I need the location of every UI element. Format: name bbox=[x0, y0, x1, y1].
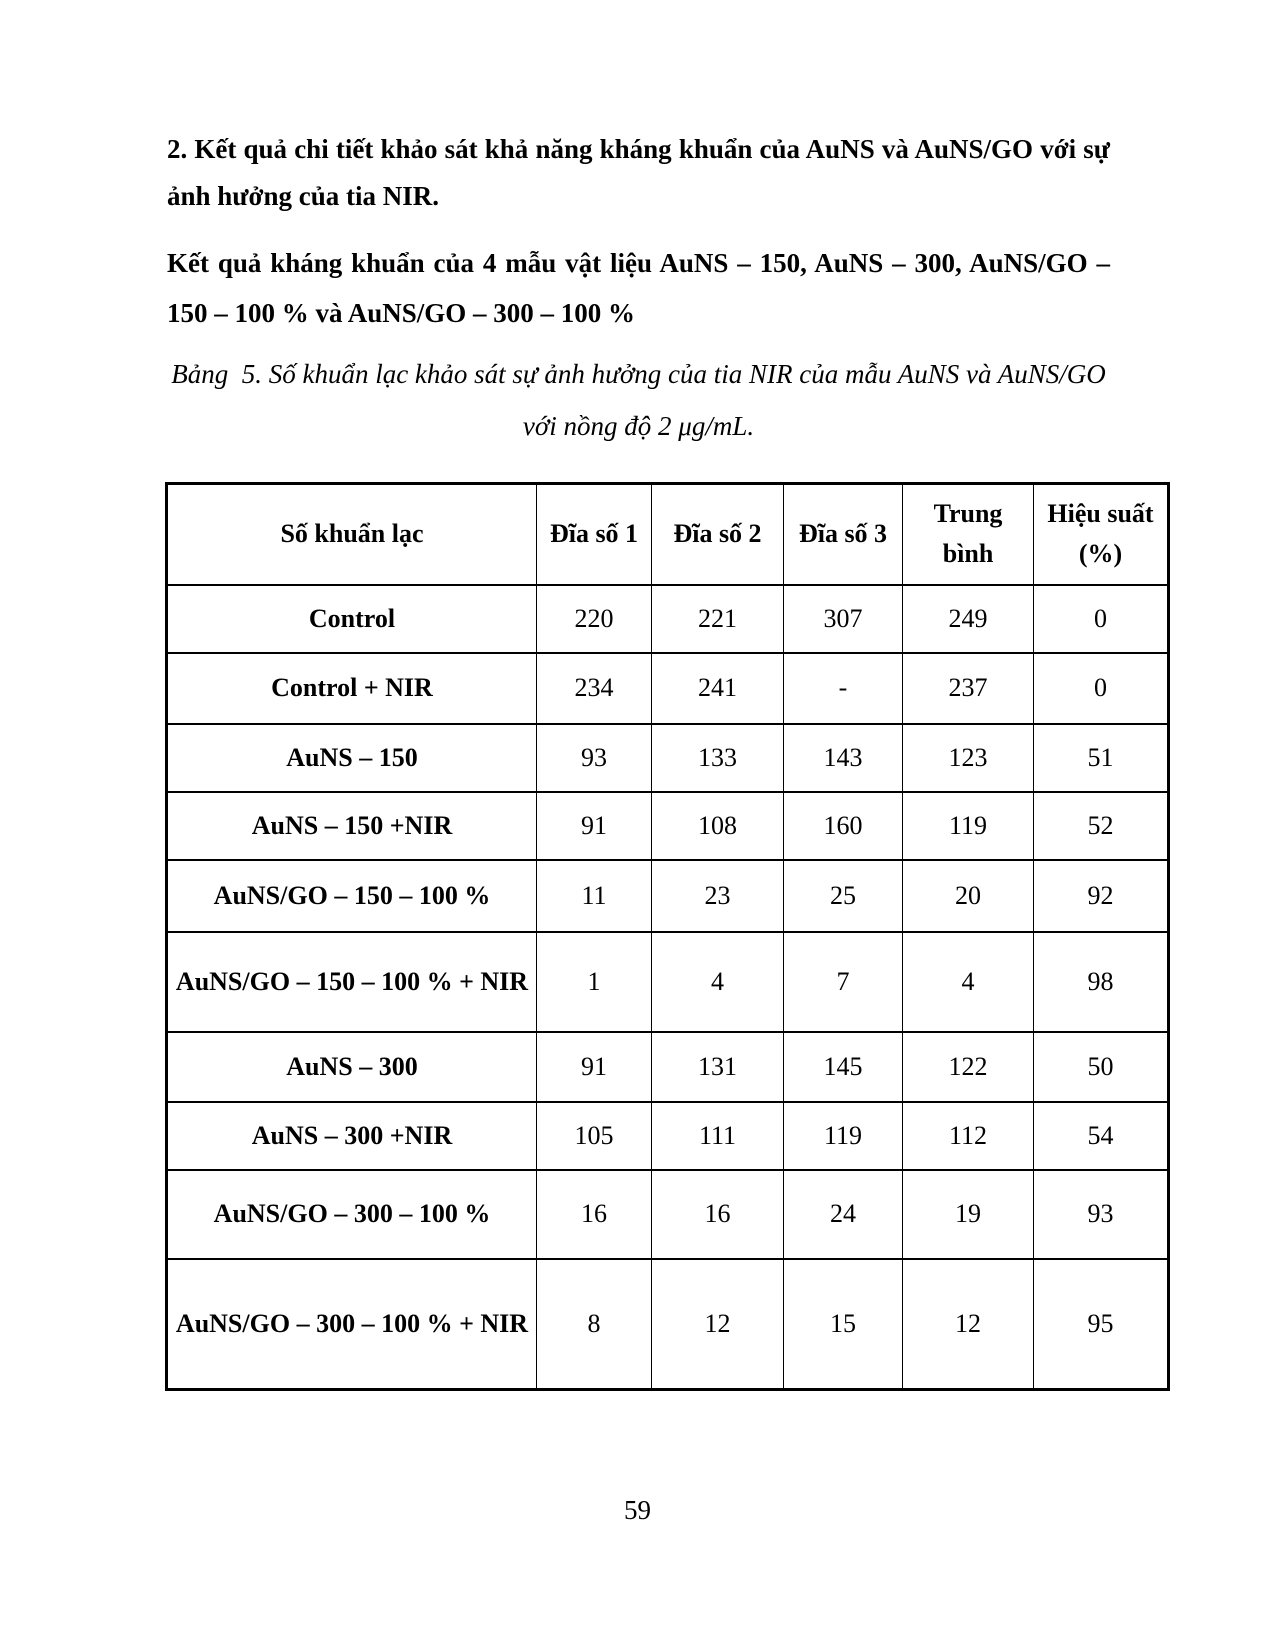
data-cell: 16 bbox=[537, 1170, 652, 1259]
row-label: Control bbox=[167, 585, 537, 653]
data-cell: 98 bbox=[1034, 932, 1169, 1032]
table-row-auns-150-nir bbox=[167, 792, 1169, 860]
data-cell: 4 bbox=[652, 932, 784, 1032]
data-cell: 145 bbox=[784, 1032, 903, 1102]
column-header-trung-binh: Trung bình bbox=[903, 484, 1034, 585]
page-number: 59 bbox=[624, 1495, 651, 1525]
column-header-hieu-suat: Hiệu suất (%) bbox=[1034, 484, 1169, 585]
row-label: AuNS/GO – 150 – 100 % bbox=[167, 860, 537, 932]
data-cell: 131 bbox=[652, 1032, 784, 1102]
row-label: AuNS – 300 +NIR bbox=[167, 1102, 537, 1170]
table-row-auns-150 bbox=[167, 724, 1169, 792]
data-cell: 249 bbox=[903, 585, 1034, 653]
data-cell: 143 bbox=[784, 724, 903, 792]
data-cell: 16 bbox=[652, 1170, 784, 1259]
row-label: AuNS – 300 bbox=[167, 1032, 537, 1102]
data-cell: 220 bbox=[537, 585, 652, 653]
column-header-dia-so-1: Đĩa số 1 bbox=[537, 484, 652, 585]
data-cell: 7 bbox=[784, 932, 903, 1032]
colony-count-table bbox=[165, 482, 1170, 1391]
table-row-control-nir bbox=[167, 653, 1169, 724]
table-row-aunsgo-150-100 bbox=[167, 860, 1169, 932]
table-row-aunsgo-300-100-nir bbox=[167, 1259, 1169, 1390]
column-header-dia-so-2: Đĩa số 2 bbox=[652, 484, 784, 585]
row-label: AuNS – 150 +NIR bbox=[167, 792, 537, 860]
row-label: AuNS/GO – 300 – 100 % bbox=[167, 1170, 537, 1259]
data-cell: 12 bbox=[652, 1259, 784, 1390]
data-cell: 50 bbox=[1034, 1032, 1169, 1102]
data-cell: 221 bbox=[652, 585, 784, 653]
data-cell: 52 bbox=[1034, 792, 1169, 860]
row-label: AuNS/GO – 150 – 100 % + NIR bbox=[167, 932, 537, 1032]
row-label: AuNS/GO – 300 – 100 % + NIR bbox=[167, 1259, 537, 1390]
data-cell: 95 bbox=[1034, 1259, 1169, 1390]
data-cell: 91 bbox=[537, 792, 652, 860]
data-cell: 11 bbox=[537, 860, 652, 932]
data-cell: 93 bbox=[1034, 1170, 1169, 1259]
data-cell: 112 bbox=[903, 1102, 1034, 1170]
data-cell: 15 bbox=[784, 1259, 903, 1390]
data-cell: 93 bbox=[537, 724, 652, 792]
data-cell: 119 bbox=[784, 1102, 903, 1170]
data-cell: 51 bbox=[1034, 724, 1169, 792]
data-cell: 105 bbox=[537, 1102, 652, 1170]
column-header-so-khuan-lac: Số khuẩn lạc bbox=[167, 484, 537, 585]
data-cell: 25 bbox=[784, 860, 903, 932]
data-cell: 20 bbox=[903, 860, 1034, 932]
data-cell: 160 bbox=[784, 792, 903, 860]
section-heading: 2. Kết quả chi tiết khảo sát khả năng kháng khuẩn của AuNS và AuNS/GO với sự ảnh hưởng của tia NIR. bbox=[167, 134, 1110, 211]
data-cell: 307 bbox=[784, 585, 903, 653]
table-row-auns-300-nir bbox=[167, 1102, 1169, 1170]
data-cell: 4 bbox=[903, 932, 1034, 1032]
table-caption: Bảng 5. Số khuẩn lạc khảo sát sự ảnh hưởng của tia NIR của mẫu AuNS và AuNS/GO với nồng độ 2 μg/mL. bbox=[171, 359, 1113, 441]
page-content bbox=[0, 126, 1275, 1391]
data-cell: 1 bbox=[537, 932, 652, 1032]
data-cell: 91 bbox=[537, 1032, 652, 1102]
data-cell: 122 bbox=[903, 1032, 1034, 1102]
data-cell: 19 bbox=[903, 1170, 1034, 1259]
data-cell: 12 bbox=[903, 1259, 1034, 1390]
row-label: AuNS – 150 bbox=[167, 724, 537, 792]
table-row-control bbox=[167, 585, 1169, 653]
data-cell: 0 bbox=[1034, 585, 1169, 653]
data-cell: 0 bbox=[1034, 653, 1169, 724]
data-cell: 119 bbox=[903, 792, 1034, 860]
data-cell: 133 bbox=[652, 724, 784, 792]
row-label: Control + NIR bbox=[167, 653, 537, 724]
data-cell: 54 bbox=[1034, 1102, 1169, 1170]
data-cell: 123 bbox=[903, 724, 1034, 792]
data-cell: 111 bbox=[652, 1102, 784, 1170]
data-cell: 23 bbox=[652, 860, 784, 932]
data-cell: 234 bbox=[537, 653, 652, 724]
table-row-aunsgo-300-100 bbox=[167, 1170, 1169, 1259]
data-cell: - bbox=[784, 653, 903, 724]
column-header-dia-so-3: Đĩa số 3 bbox=[784, 484, 903, 585]
data-cell: 237 bbox=[903, 653, 1034, 724]
table-row-aunsgo-150-100-nir bbox=[167, 932, 1169, 1032]
header-row bbox=[167, 484, 1169, 585]
data-cell: 92 bbox=[1034, 860, 1169, 932]
data-cell: 108 bbox=[652, 792, 784, 860]
table-row-auns-300 bbox=[167, 1032, 1169, 1102]
data-cell: 24 bbox=[784, 1170, 903, 1259]
data-cell: 8 bbox=[537, 1259, 652, 1390]
result-summary-paragraph: Kết quả kháng khuẩn của 4 mẫu vật liệu AuNS – 150, AuNS – 300, AuNS/GO – 150 – 100 % và AuNS/GO – 300 – 100 % bbox=[167, 248, 1110, 328]
data-cell: 241 bbox=[652, 653, 784, 724]
